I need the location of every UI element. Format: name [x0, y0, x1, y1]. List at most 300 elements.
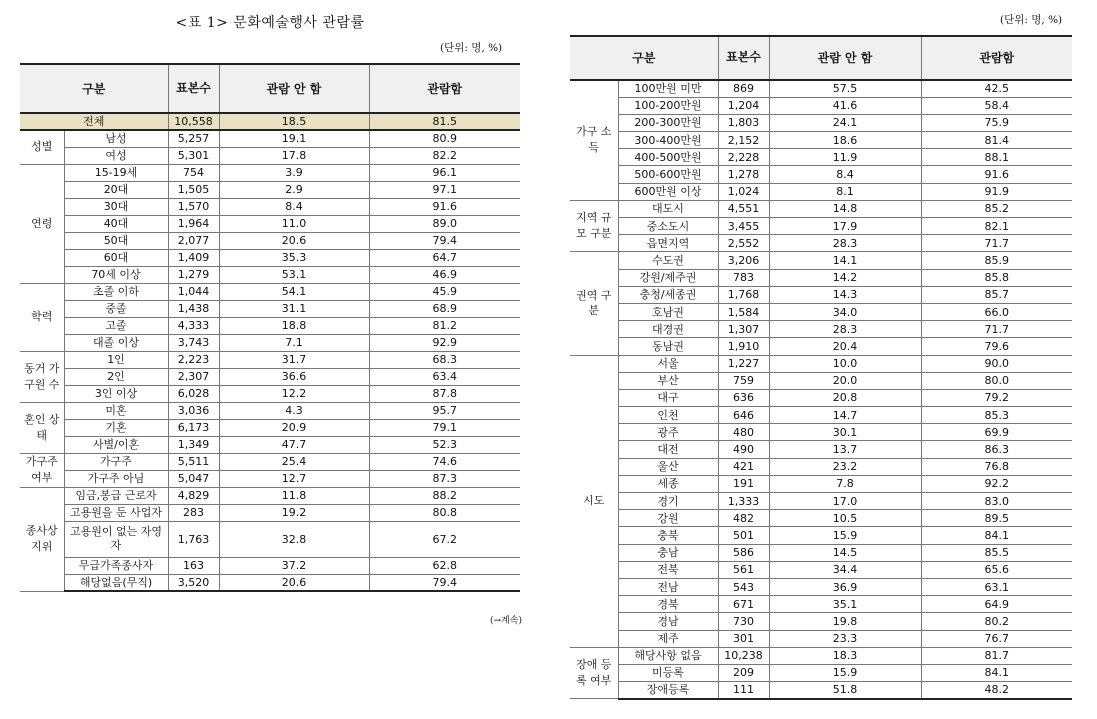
attended-rate-cell: 85.2 [921, 200, 1072, 217]
group-label: 지역 규모 구분 [570, 200, 618, 252]
not-attended-rate-cell: 17.0 [769, 493, 921, 510]
group-label: 학력 [20, 283, 64, 351]
not-attended-rate-cell: 12.2 [219, 385, 369, 402]
not-attended-rate-cell: 20.8 [769, 389, 921, 406]
not-attended-rate-cell: 10.5 [769, 510, 921, 527]
sample-size-cell: 5,301 [168, 147, 219, 164]
not-attended-rate-cell: 54.1 [219, 283, 369, 300]
subgroup-label: 대전 [618, 441, 718, 458]
attended-rate-cell: 71.7 [921, 235, 1072, 252]
subgroup-label: 300-400만원 [618, 132, 718, 149]
not-attended-rate-cell: 18.5 [219, 113, 369, 130]
table-row [570, 97, 1072, 114]
sample-size-cell: 1,438 [168, 300, 219, 317]
attended-rate-cell: 81.4 [921, 132, 1072, 149]
sample-size-cell: 3,743 [168, 334, 219, 351]
table-row [570, 303, 1072, 320]
group-label: 연령 [20, 164, 64, 283]
table-row [570, 200, 1072, 217]
subgroup-label: 서울 [618, 355, 718, 372]
not-attended-rate-cell: 14.5 [769, 544, 921, 561]
attended-rate-cell: 42.5 [921, 80, 1072, 97]
not-attended-rate-cell: 51.8 [769, 682, 921, 699]
not-attended-rate-cell: 3.9 [219, 164, 369, 181]
subgroup-label: 대경권 [618, 321, 718, 338]
sample-size-cell: 501 [718, 527, 769, 544]
sample-size-cell: 1,763 [168, 521, 219, 557]
not-attended-rate-cell: 2.9 [219, 181, 369, 198]
sample-size-cell: 1,964 [168, 215, 219, 232]
sample-size-cell: 5,047 [168, 470, 219, 487]
attended-rate-cell: 85.5 [921, 544, 1072, 561]
not-attended-rate-cell: 36.6 [219, 368, 369, 385]
total-row [20, 113, 520, 130]
subgroup-label: 100만원 미만 [618, 80, 718, 97]
sample-size-cell: 759 [718, 372, 769, 389]
table-row [570, 510, 1072, 527]
table-row [570, 235, 1072, 252]
attended-rate-cell: 79.1 [369, 419, 520, 436]
table-row [570, 114, 1072, 131]
attended-rate-cell: 85.7 [921, 286, 1072, 303]
not-attended-rate-cell: 18.3 [769, 647, 921, 664]
not-attended-rate-cell: 35.1 [769, 596, 921, 613]
sample-size-cell: 283 [168, 504, 219, 521]
not-attended-rate-cell: 13.7 [769, 441, 921, 458]
not-attended-rate-cell: 15.9 [769, 664, 921, 681]
subgroup-label: 50대 [64, 232, 168, 249]
sample-size-cell: 2,152 [718, 132, 769, 149]
sample-size-cell: 3,206 [718, 252, 769, 269]
table-row [20, 351, 520, 368]
subgroup-label: 여성 [64, 147, 168, 164]
table-row [20, 283, 520, 300]
subgroup-label: 30대 [64, 198, 168, 215]
attended-rate-cell: 69.9 [921, 424, 1072, 441]
not-attended-rate-cell: 30.1 [769, 424, 921, 441]
attended-rate-cell: 89.5 [921, 510, 1072, 527]
sample-size-cell: 5,257 [168, 130, 219, 147]
table-row [570, 218, 1072, 235]
table-row [570, 475, 1072, 492]
sample-size-cell: 2,223 [168, 351, 219, 368]
left-header-sample: 표본수 [168, 64, 219, 113]
attended-rate-cell: 68.3 [369, 351, 520, 368]
right-header-row [570, 36, 1072, 80]
table-row [570, 613, 1072, 630]
table-row [570, 561, 1072, 578]
attended-rate-cell: 46.9 [369, 266, 520, 283]
subgroup-label: 2인 [64, 368, 168, 385]
subgroup-label: 임금,봉급 근로자 [64, 487, 168, 504]
subgroup-label: 강원 [618, 510, 718, 527]
table-row [570, 493, 1072, 510]
attended-rate-cell: 63.4 [369, 368, 520, 385]
table-row [570, 682, 1072, 699]
subgroup-label: 인천 [618, 407, 718, 424]
attended-rate-cell: 92.9 [369, 334, 520, 351]
not-attended-rate-cell: 11.8 [219, 487, 369, 504]
sample-size-cell: 1,044 [168, 283, 219, 300]
right-header-sample: 표본수 [718, 36, 769, 80]
not-attended-rate-cell: 25.4 [219, 453, 369, 470]
subgroup-label: 동남권 [618, 338, 718, 355]
not-attended-rate-cell: 28.3 [769, 235, 921, 252]
sample-size-cell: 1,505 [168, 181, 219, 198]
subgroup-label: 고용원이 없는 자영자 [64, 521, 168, 557]
subgroup-label: 해당없음(무직) [64, 574, 168, 591]
not-attended-rate-cell: 19.2 [219, 504, 369, 521]
total-label: 전체 [20, 113, 168, 130]
attended-rate-cell: 95.7 [369, 402, 520, 419]
not-attended-rate-cell: 11.0 [219, 215, 369, 232]
not-attended-rate-cell: 23.3 [769, 630, 921, 647]
attended-rate-cell: 83.0 [921, 493, 1072, 510]
table-row [20, 368, 520, 385]
subgroup-label: 400-500만원 [618, 149, 718, 166]
attended-rate-cell: 74.6 [369, 453, 520, 470]
table-row [570, 596, 1072, 613]
sample-size-cell: 1,278 [718, 166, 769, 183]
sample-size-cell: 869 [718, 80, 769, 97]
not-attended-rate-cell: 14.2 [769, 269, 921, 286]
right-header-not-attended: 관람 안 함 [769, 36, 921, 80]
table-row [570, 407, 1072, 424]
sample-size-cell: 2,307 [168, 368, 219, 385]
not-attended-rate-cell: 34.0 [769, 303, 921, 320]
attended-rate-cell: 92.2 [921, 475, 1072, 492]
sample-size-cell: 1,024 [718, 183, 769, 200]
not-attended-rate-cell: 18.6 [769, 132, 921, 149]
not-attended-rate-cell: 36.9 [769, 578, 921, 595]
attended-rate-cell: 87.3 [369, 470, 520, 487]
subgroup-label: 60대 [64, 249, 168, 266]
right-header-attended: 관람함 [921, 36, 1072, 80]
table-row [570, 132, 1072, 149]
sample-size-cell: 1,768 [718, 286, 769, 303]
attended-rate-cell: 91.6 [921, 166, 1072, 183]
not-attended-rate-cell: 18.8 [219, 317, 369, 334]
table-row [20, 249, 520, 266]
subgroup-label: 사별/이혼 [64, 436, 168, 453]
table-row [570, 527, 1072, 544]
subgroup-label: 1인 [64, 351, 168, 368]
subgroup-label: 초졸 이하 [64, 283, 168, 300]
subgroup-label: 100-200만원 [618, 97, 718, 114]
group-label: 동거 가구원 수 [20, 351, 64, 402]
sample-size-cell: 111 [718, 682, 769, 699]
not-attended-rate-cell: 28.3 [769, 321, 921, 338]
subgroup-label: 미혼 [64, 402, 168, 419]
sample-size-cell: 1,227 [718, 355, 769, 372]
attended-rate-cell: 52.3 [369, 436, 520, 453]
not-attended-rate-cell: 47.7 [219, 436, 369, 453]
table-row [20, 557, 520, 574]
sample-size-cell: 490 [718, 441, 769, 458]
subgroup-label: 남성 [64, 130, 168, 147]
subgroup-label: 읍면지역 [618, 235, 718, 252]
subgroup-label: 500-600만원 [618, 166, 718, 183]
not-attended-rate-cell: 17.8 [219, 147, 369, 164]
group-label: 종사상 지위 [20, 487, 64, 591]
attended-rate-cell: 79.4 [369, 232, 520, 249]
subgroup-label: 고졸 [64, 317, 168, 334]
attended-rate-cell: 88.1 [921, 149, 1072, 166]
sample-size-cell: 3,520 [168, 574, 219, 591]
subgroup-label: 충남 [618, 544, 718, 561]
not-attended-rate-cell: 7.1 [219, 334, 369, 351]
not-attended-rate-cell: 14.1 [769, 252, 921, 269]
table-row [570, 252, 1072, 269]
subgroup-label: 무급가족종사자 [64, 557, 168, 574]
table-row [20, 385, 520, 402]
not-attended-rate-cell: 14.8 [769, 200, 921, 217]
sample-size-cell: 163 [168, 557, 219, 574]
not-attended-rate-cell: 53.1 [219, 266, 369, 283]
not-attended-rate-cell: 14.7 [769, 407, 921, 424]
table-row [570, 149, 1072, 166]
table-row [570, 424, 1072, 441]
sample-size-cell: 646 [718, 407, 769, 424]
table-row [20, 521, 520, 557]
attended-rate-cell: 79.6 [921, 338, 1072, 355]
attended-rate-cell: 48.2 [921, 682, 1072, 699]
attended-rate-cell: 84.1 [921, 664, 1072, 681]
subgroup-label: 600만원 이상 [618, 183, 718, 200]
not-attended-rate-cell: 12.7 [219, 470, 369, 487]
not-attended-rate-cell: 8.1 [769, 183, 921, 200]
table-row [570, 544, 1072, 561]
table-row [20, 130, 520, 147]
sample-size-cell: 10,558 [168, 113, 219, 130]
not-attended-rate-cell: 31.7 [219, 351, 369, 368]
subgroup-label: 전남 [618, 578, 718, 595]
attended-rate-cell: 90.0 [921, 355, 1072, 372]
group-label: 가구주 여부 [20, 453, 64, 487]
attended-rate-cell: 65.6 [921, 561, 1072, 578]
sample-size-cell: 421 [718, 458, 769, 475]
subgroup-label: 경기 [618, 493, 718, 510]
subgroup-label: 대도시 [618, 200, 718, 217]
group-label: 혼인 상태 [20, 402, 64, 453]
sample-size-cell: 1,409 [168, 249, 219, 266]
sample-size-cell: 586 [718, 544, 769, 561]
attended-rate-cell: 66.0 [921, 303, 1072, 320]
not-attended-rate-cell: 20.4 [769, 338, 921, 355]
table-row [570, 372, 1072, 389]
sample-size-cell: 671 [718, 596, 769, 613]
subgroup-label: 경남 [618, 613, 718, 630]
subgroup-label: 제주 [618, 630, 718, 647]
attended-rate-cell: 87.8 [369, 385, 520, 402]
sample-size-cell: 1,803 [718, 114, 769, 131]
not-attended-rate-cell: 11.9 [769, 149, 921, 166]
table-row [20, 147, 520, 164]
subgroup-label: 3인 이상 [64, 385, 168, 402]
attended-rate-cell: 64.7 [369, 249, 520, 266]
sample-size-cell: 1,333 [718, 493, 769, 510]
attended-rate-cell: 64.9 [921, 596, 1072, 613]
table-row [20, 266, 520, 283]
left-header-attended: 관람함 [369, 64, 520, 113]
table-row [570, 183, 1072, 200]
left-unit-note: (단위: 명, %) [440, 42, 503, 54]
attended-rate-cell: 63.1 [921, 578, 1072, 595]
right-stat-table [570, 35, 1072, 700]
table-row [20, 215, 520, 232]
not-attended-rate-cell: 7.8 [769, 475, 921, 492]
attended-rate-cell: 84.1 [921, 527, 1072, 544]
attended-rate-cell: 71.7 [921, 321, 1072, 338]
sample-size-cell: 482 [718, 510, 769, 527]
attended-rate-cell: 80.0 [921, 372, 1072, 389]
attended-rate-cell: 62.8 [369, 557, 520, 574]
not-attended-rate-cell: 10.0 [769, 355, 921, 372]
not-attended-rate-cell: 14.3 [769, 286, 921, 303]
attended-rate-cell: 58.4 [921, 97, 1072, 114]
subgroup-label: 70세 이상 [64, 266, 168, 283]
sample-size-cell: 2,228 [718, 149, 769, 166]
not-attended-rate-cell: 31.1 [219, 300, 369, 317]
left-caption: <표 1> 문화예술행사 관람률 [175, 15, 365, 31]
table-row [20, 436, 520, 453]
table-row [20, 198, 520, 215]
subgroup-label: 광주 [618, 424, 718, 441]
group-label: 가구 소득 [570, 80, 618, 200]
sample-size-cell: 1,570 [168, 198, 219, 215]
not-attended-rate-cell: 24.1 [769, 114, 921, 131]
sample-size-cell: 301 [718, 630, 769, 647]
sample-size-cell: 636 [718, 389, 769, 406]
attended-rate-cell: 89.0 [369, 215, 520, 232]
sample-size-cell: 4,333 [168, 317, 219, 334]
table-row [570, 338, 1072, 355]
not-attended-rate-cell: 20.9 [219, 419, 369, 436]
table-row [570, 647, 1072, 664]
group-label: 권역 구분 [570, 252, 618, 355]
table-row [570, 321, 1072, 338]
table-row [20, 317, 520, 334]
table-row [570, 441, 1072, 458]
group-label: 장애 등록 여부 [570, 647, 618, 699]
not-attended-rate-cell: 20.0 [769, 372, 921, 389]
table-row [570, 389, 1072, 406]
table-row [20, 164, 520, 181]
subgroup-label: 해당사항 없음 [618, 647, 718, 664]
left-header-row [20, 64, 520, 113]
subgroup-label: 충북 [618, 527, 718, 544]
table-row [570, 630, 1072, 647]
not-attended-rate-cell: 41.6 [769, 97, 921, 114]
subgroup-label: 부산 [618, 372, 718, 389]
sample-size-cell: 561 [718, 561, 769, 578]
right-header-category: 구분 [570, 36, 718, 80]
attended-rate-cell: 82.1 [921, 218, 1072, 235]
not-attended-rate-cell: 8.4 [769, 166, 921, 183]
subgroup-label: 장애등록 [618, 682, 718, 699]
sample-size-cell: 1,279 [168, 266, 219, 283]
sample-size-cell: 480 [718, 424, 769, 441]
attended-rate-cell: 85.8 [921, 269, 1072, 286]
attended-rate-cell: 76.7 [921, 630, 1072, 647]
subgroup-label: 15-19세 [64, 164, 168, 181]
subgroup-label: 40대 [64, 215, 168, 232]
subgroup-label: 충청/세종권 [618, 286, 718, 303]
not-attended-rate-cell: 23.2 [769, 458, 921, 475]
subgroup-label: 20대 [64, 181, 168, 198]
attended-rate-cell: 81.5 [369, 113, 520, 130]
attended-rate-cell: 96.1 [369, 164, 520, 181]
not-attended-rate-cell: 57.5 [769, 80, 921, 97]
sample-size-cell: 2,077 [168, 232, 219, 249]
not-attended-rate-cell: 19.8 [769, 613, 921, 630]
sample-size-cell: 3,455 [718, 218, 769, 235]
table-row [20, 574, 520, 591]
group-label: 성별 [20, 130, 64, 164]
attended-rate-cell: 80.8 [369, 504, 520, 521]
attended-rate-cell: 75.9 [921, 114, 1072, 131]
not-attended-rate-cell: 34.4 [769, 561, 921, 578]
table-row [20, 181, 520, 198]
sample-size-cell: 6,173 [168, 419, 219, 436]
subgroup-label: 미등록 [618, 664, 718, 681]
subgroup-label: 강원/제주권 [618, 269, 718, 286]
sample-size-cell: 5,511 [168, 453, 219, 470]
attended-rate-cell: 81.7 [921, 647, 1072, 664]
table-row [570, 286, 1072, 303]
not-attended-rate-cell: 20.6 [219, 232, 369, 249]
sample-size-cell: 3,036 [168, 402, 219, 419]
group-label: 시도 [570, 355, 618, 647]
sample-size-cell: 4,551 [718, 200, 769, 217]
table-row [20, 453, 520, 470]
attended-rate-cell: 68.9 [369, 300, 520, 317]
subgroup-label: 울산 [618, 458, 718, 475]
attended-rate-cell: 80.9 [369, 130, 520, 147]
not-attended-rate-cell: 17.9 [769, 218, 921, 235]
table-row [570, 80, 1072, 97]
table-row [20, 470, 520, 487]
sample-size-cell: 2,552 [718, 235, 769, 252]
sample-size-cell: 783 [718, 269, 769, 286]
subgroup-label: 고용원을 둔 사업자 [64, 504, 168, 521]
attended-rate-cell: 85.9 [921, 252, 1072, 269]
subgroup-label: 가구주 [64, 453, 168, 470]
sample-size-cell: 730 [718, 613, 769, 630]
attended-rate-cell: 80.2 [921, 613, 1072, 630]
table-row [20, 300, 520, 317]
sample-size-cell: 754 [168, 164, 219, 181]
attended-rate-cell: 86.3 [921, 441, 1072, 458]
attended-rate-cell: 97.1 [369, 181, 520, 198]
sample-size-cell: 4,829 [168, 487, 219, 504]
right-unit-note: (단위: 명, %) [1000, 14, 1063, 26]
left-stat-table [20, 63, 520, 592]
subgroup-label: 가구주 아님 [64, 470, 168, 487]
subgroup-label: 200-300만원 [618, 114, 718, 131]
not-attended-rate-cell: 8.4 [219, 198, 369, 215]
attended-rate-cell: 76.8 [921, 458, 1072, 475]
not-attended-rate-cell: 4.3 [219, 402, 369, 419]
table-row [570, 269, 1072, 286]
subgroup-label: 호남권 [618, 303, 718, 320]
not-attended-rate-cell: 35.3 [219, 249, 369, 266]
sample-size-cell: 191 [718, 475, 769, 492]
subgroup-label: 중졸 [64, 300, 168, 317]
table-row [20, 232, 520, 249]
sample-size-cell: 1,910 [718, 338, 769, 355]
subgroup-label: 경북 [618, 596, 718, 613]
